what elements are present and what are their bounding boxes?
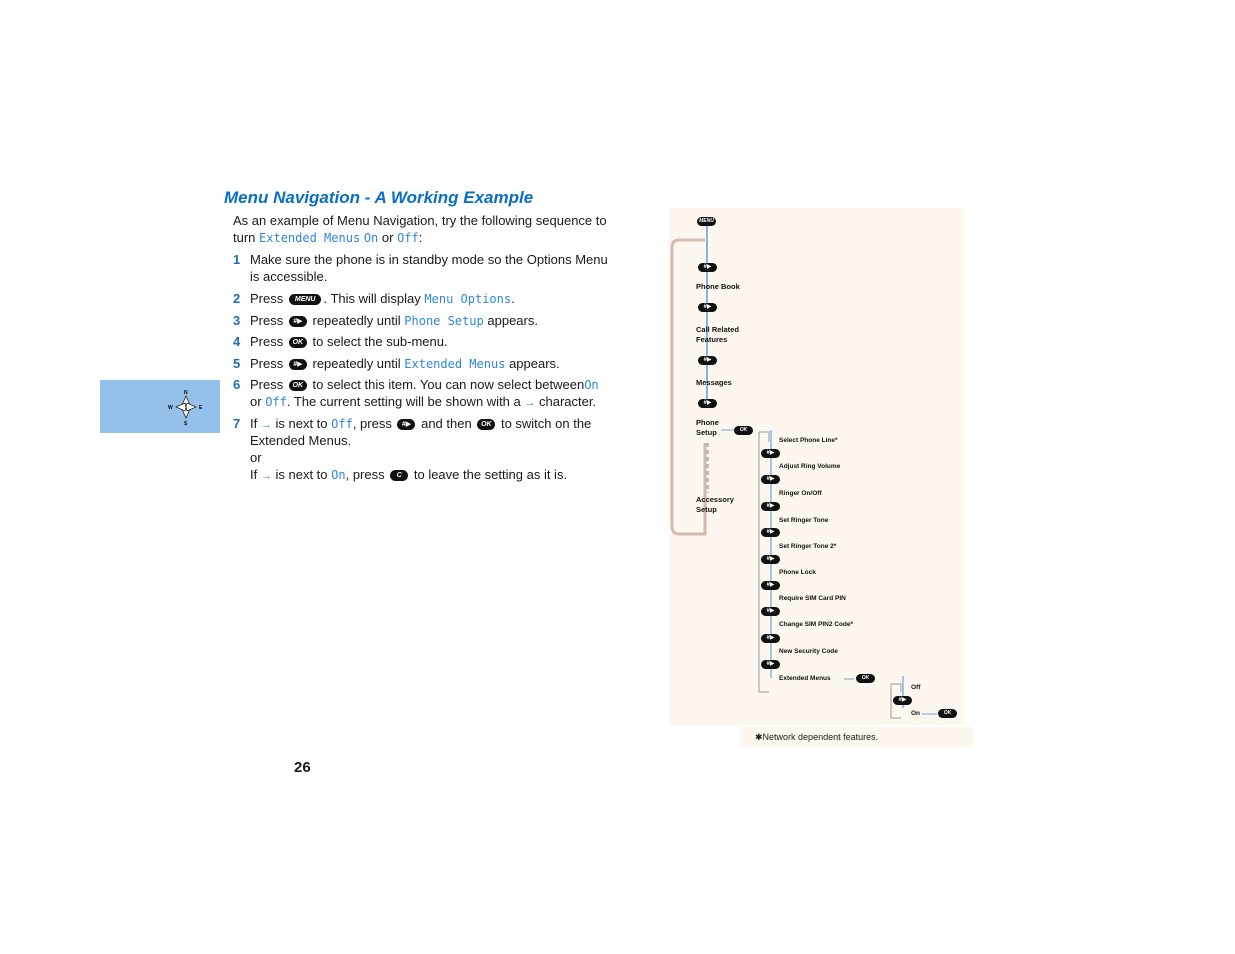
submenu-set-ringer-tone: Set Ringer Tone — [779, 517, 829, 524]
step-text: , press — [345, 467, 385, 482]
ok-key-icon: OK — [289, 337, 307, 348]
step-text: If — [250, 467, 258, 482]
menu-phone: Phone — [696, 418, 719, 427]
hash-key-icon: #▶ — [761, 660, 780, 669]
hash-key-icon: #▶ — [698, 303, 717, 312]
mono-on: On — [363, 231, 379, 245]
submenu-phone-lock: Phone Lock — [779, 569, 816, 576]
step-number: 2 — [233, 291, 241, 306]
submenu-select-phone-line: Select Phone Line* — [779, 437, 838, 444]
mono-on: On — [584, 378, 599, 392]
step-text: Press — [250, 377, 284, 392]
step-number: 5 — [233, 356, 241, 371]
mono-off: Off — [331, 417, 353, 431]
step-text-or: or — [250, 450, 262, 465]
step-2 — [233, 290, 633, 307]
compass-n: N — [184, 390, 188, 396]
step-text: is next to — [275, 416, 328, 431]
step-text: to leave the setting as it is. — [413, 467, 568, 482]
ok-key-icon: OK — [856, 674, 875, 683]
step-text: , press — [352, 416, 392, 431]
ok-key-icon: OK — [289, 380, 307, 391]
step-5 — [233, 355, 633, 372]
step-text: Press — [250, 334, 284, 349]
menu-messages: Messages — [696, 378, 732, 387]
mono-on: On — [331, 468, 346, 482]
hash-key-icon: #▶ — [761, 555, 780, 564]
menu-key-icon: MENU — [289, 294, 322, 305]
submenu-adjust-ring-volume: Adjust Ring Volume — [779, 463, 841, 470]
hash-key-icon: #▶ — [698, 263, 717, 272]
hash-key-icon: #▶ — [698, 399, 717, 408]
hash-key-icon: #▶ — [289, 359, 307, 370]
step-text: and then — [421, 416, 472, 431]
submenu-change-sim-pin2: Change SIM PIN2 Code* — [779, 621, 854, 628]
submenu-ringer-on-off: Ringer On/Off — [779, 490, 822, 497]
compass-e: E — [199, 405, 203, 411]
step-text: to select the sub-menu. — [312, 334, 448, 349]
option-off: Off — [911, 684, 921, 691]
hash-key-icon: #▶ — [761, 502, 780, 511]
step-6 — [233, 376, 633, 410]
step-text: Press — [250, 313, 284, 328]
step-text: . The current setting will be shown with a — [286, 394, 521, 409]
hash-key-icon: #▶ — [289, 316, 307, 327]
step-7 — [233, 415, 633, 483]
hash-key-icon: #▶ — [761, 634, 780, 643]
step-number: 6 — [233, 377, 241, 392]
step-number: 7 — [233, 416, 241, 431]
hash-key-icon: #▶ — [761, 449, 780, 458]
menu-features: Features — [696, 335, 728, 344]
step-text: repeatedly until — [312, 313, 401, 328]
c-key-icon: C — [390, 470, 408, 481]
step-text: is next to — [275, 467, 328, 482]
hash-key-icon: #▶ — [397, 419, 415, 430]
step-4 — [233, 333, 633, 350]
step-3 — [233, 312, 633, 329]
arrow-indicator-icon: → — [260, 419, 272, 431]
step-text: . This will display — [323, 291, 421, 306]
hash-key-icon: #▶ — [893, 696, 912, 705]
intro-text: As an example of Menu Navigation, try the following sequence to turn — [233, 213, 607, 245]
hash-key-icon: #▶ — [761, 475, 780, 484]
hash-key-icon: #▶ — [698, 356, 717, 365]
step-number: 3 — [233, 313, 241, 328]
submenu-extended-menus: Extended Menus — [779, 675, 831, 682]
hash-key-icon: #▶ — [761, 528, 780, 537]
step-text: If — [250, 416, 258, 431]
hash-key-icon: #▶ — [761, 607, 780, 616]
option-on: On — [911, 710, 921, 717]
step-text: or — [250, 394, 262, 409]
section-title: Menu Navigation - A Working Example — [224, 188, 534, 207]
arrow-indicator-icon: → — [524, 397, 536, 409]
intro-paragraph — [233, 212, 628, 247]
compass-icon — [166, 388, 206, 426]
step-text-end: appears. — [487, 313, 538, 328]
mono-off: Off — [397, 231, 419, 245]
submenu-new-security-code: New Security Code — [779, 648, 838, 655]
step-number: 1 — [233, 252, 241, 267]
ok-key-icon: OK — [477, 419, 495, 430]
step-text: Press — [250, 291, 284, 306]
mono-extended-menus: Extended Menus — [404, 357, 506, 371]
ok-key-icon: OK — [734, 426, 753, 435]
menu-diagram — [669, 208, 964, 725]
hash-key-icon: #▶ — [761, 581, 780, 590]
footnote: ✱Network dependent features. — [740, 727, 973, 747]
intro-or: or — [381, 230, 394, 245]
submenu-require-sim-pin: Require SIM Card PIN — [779, 595, 846, 602]
step-text-end: appears. — [509, 356, 560, 371]
page-number: 26 — [294, 759, 311, 776]
compass-s: S — [184, 421, 188, 426]
step-text: character. — [539, 394, 597, 409]
step-text: to switch on the — [500, 416, 592, 431]
submenu-set-ringer-tone-2: Set Ringer Tone 2* — [779, 543, 837, 550]
step-text-line2: is accessible. — [250, 269, 328, 284]
mono-phone-setup: Phone Setup — [404, 314, 484, 328]
arrow-indicator-icon: → — [260, 470, 272, 482]
intro-colon: : — [418, 230, 423, 245]
menu-call-related: Call Related — [696, 325, 739, 334]
menu-setup: Setup — [696, 428, 717, 437]
compass-w: W — [168, 405, 173, 411]
step-1 — [233, 251, 633, 285]
menu-accessory: Accessory — [696, 495, 734, 504]
step-text: repeatedly until — [312, 356, 401, 371]
step-text: Make sure the phone is in standby mode so the Options Menu — [250, 252, 608, 267]
chapter-sidebar-tab — [100, 380, 220, 433]
step-text-line2: Extended Menus. — [250, 433, 352, 448]
menu-accessory-setup: Setup — [696, 505, 717, 514]
mono-extended-menus: Extended Menus — [259, 231, 361, 245]
step-number: 4 — [233, 334, 241, 349]
step-text: Press — [250, 356, 284, 371]
step-text: to select this item. You can now select between — [312, 377, 585, 392]
mono-off: Off — [265, 395, 287, 409]
menu-phone-book: Phone Book — [696, 282, 740, 291]
ok-key-icon: OK — [938, 709, 957, 718]
step-text-end: . — [511, 291, 515, 306]
mono-menu-options: Menu Options — [424, 292, 512, 306]
menu-key-icon: MENU — [697, 217, 716, 226]
